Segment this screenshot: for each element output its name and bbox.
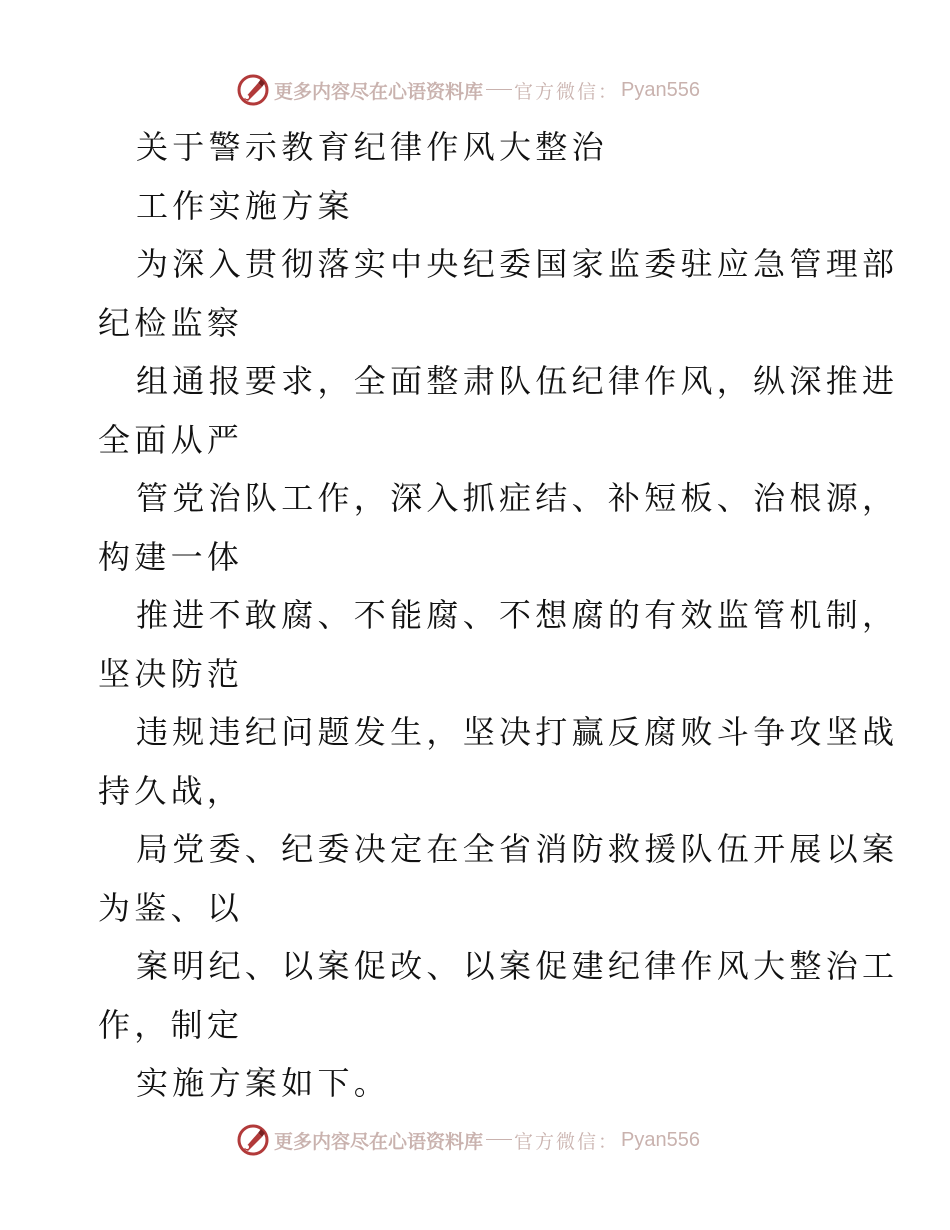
header-watermark-text: 更多内容尽在心语资料库	[274, 80, 484, 103]
footer-watermark-id: Pyan556	[621, 1128, 700, 1151]
pen-logo-icon	[236, 1123, 270, 1157]
header-watermark-banner	[236, 72, 700, 108]
document-body	[98, 118, 899, 1113]
paragraph-line: 推进不敢腐、不能腐、不想腐的有效监管机制，	[136, 596, 899, 634]
footer-watermark-banner	[236, 1122, 700, 1158]
paragraph-line: 持久战，	[98, 771, 244, 810]
paragraph-line: 案明纪、以案促改、以案促建纪律作风大整治工	[136, 947, 899, 985]
footer-watermark-label: 官方微信：	[514, 1130, 620, 1153]
paragraph-line: 为鉴、以	[98, 888, 244, 927]
footer-watermark-text: 更多内容尽在心语资料库	[274, 1130, 484, 1153]
paragraph-line: 违规违纪问题发生，坚决打赢反腐败斗争攻坚战	[136, 713, 899, 751]
footer-watermark-dash	[486, 1139, 512, 1140]
header-watermark-id: Pyan556	[621, 78, 700, 101]
pen-logo-icon	[236, 73, 270, 107]
paragraph-line: 管党治队工作，深入抓症结、补短板、治根源，	[136, 479, 899, 517]
document-title-line-2: 工作实施方案	[136, 186, 354, 225]
paragraph-line: 作，制定	[98, 1005, 244, 1044]
paragraph-line: 为深入贯彻落实中央纪委国家监委驻应急管理部	[136, 245, 899, 283]
paragraph-line: 局党委、纪委决定在全省消防救援队伍开展以案	[136, 830, 899, 868]
paragraph-line: 实施方案如下。	[136, 1064, 391, 1102]
document-title-line-1: 关于警示教育纪律作风大整治	[136, 128, 608, 166]
paragraph-line: 构建一体	[98, 537, 244, 576]
paragraph-line: 组通报要求，全面整肃队伍纪律作风，纵深推进	[136, 362, 899, 400]
header-watermark-dash	[486, 89, 512, 90]
paragraph-line: 坚决防范	[98, 654, 244, 693]
paragraph-line: 全面从严	[98, 420, 244, 459]
paragraph-line: 纪检监察	[98, 303, 244, 342]
header-watermark-label: 官方微信：	[514, 80, 620, 103]
